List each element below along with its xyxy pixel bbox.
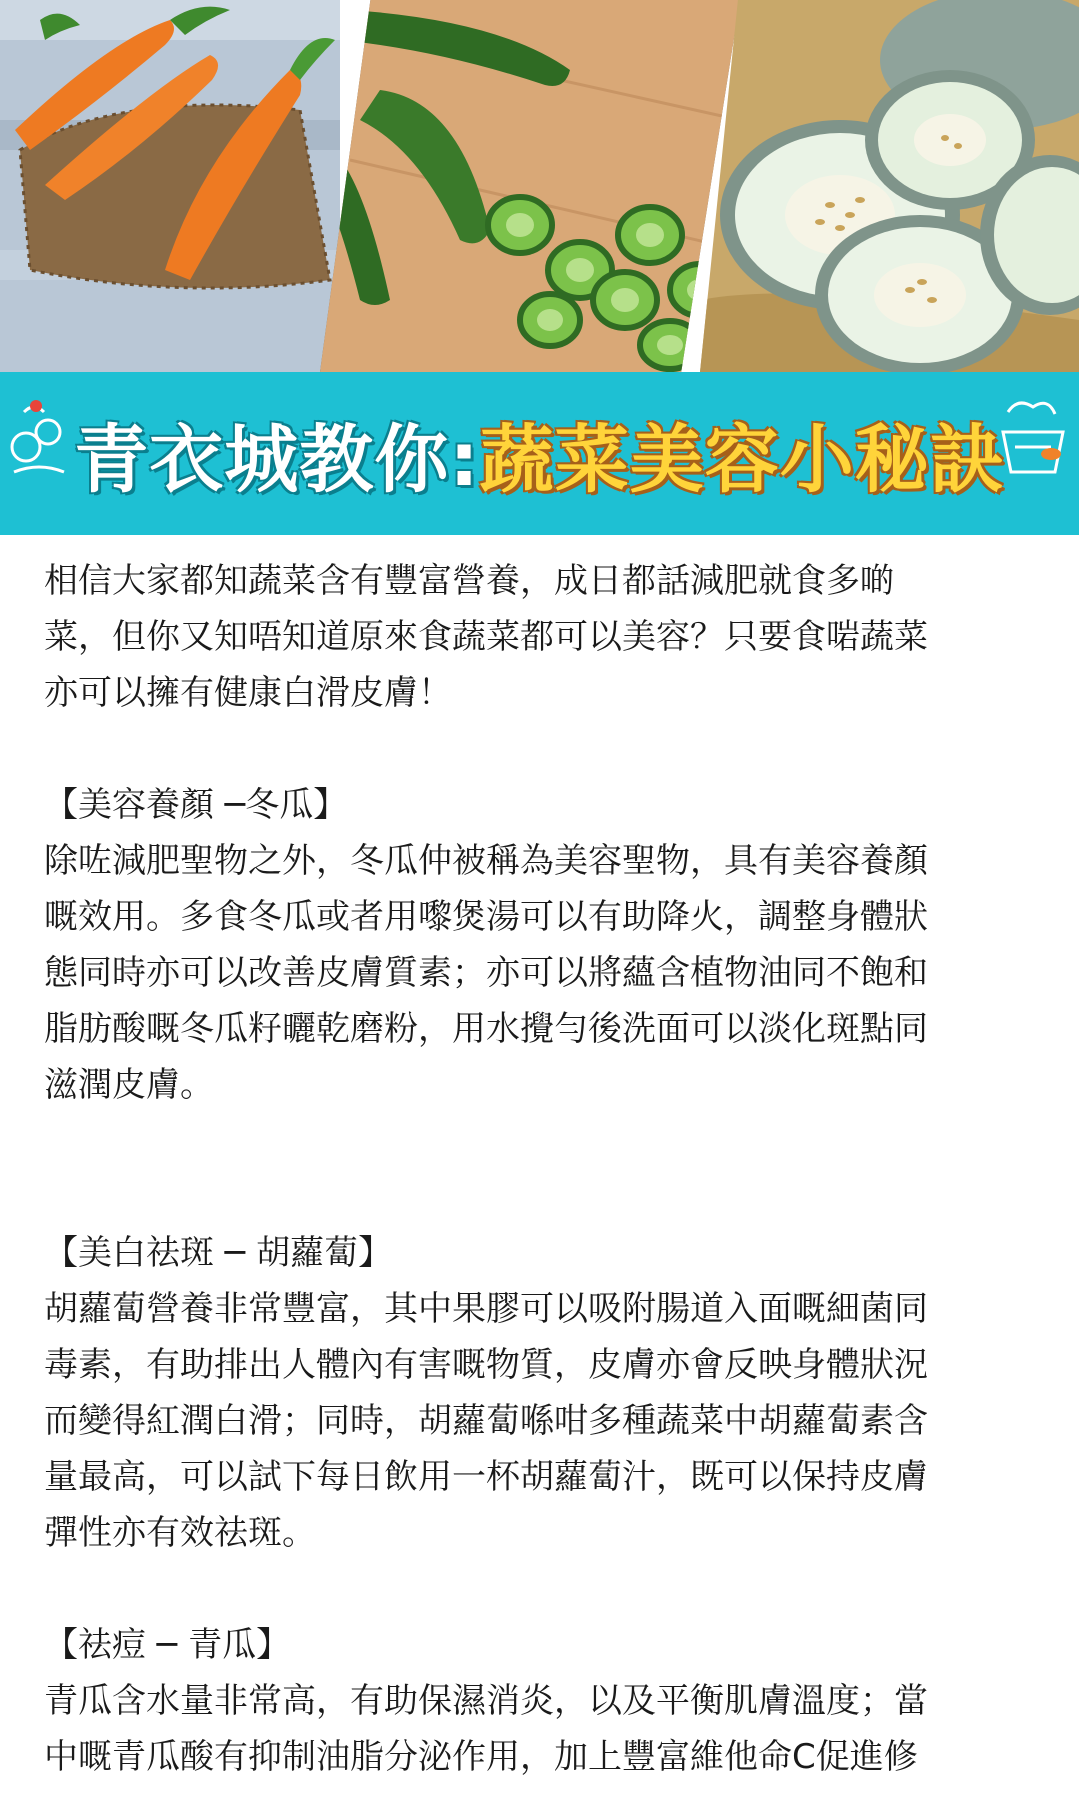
- section-body-carrot: 胡蘿蔔營養非常豐富，其中果膠可以吸附腸道入面嘅細菌同 毒素，有助排出人體內有害嘅物質，皮膚亦會反映身體狀況 而變得紅潤白滑；同時，胡蘿蔔喺咁多種蔬菜中胡蘿蔔素含 量最高，可以試下每日飲用一杯胡蘿蔔汁，既可以保持皮膚 彈性亦有效祛斑。: [44, 1289, 928, 1553]
- section-spacer: [44, 1561, 1044, 1617]
- section-spacer: [44, 1113, 1044, 1225]
- cucumber-photo: [320, 0, 740, 372]
- banner-title-part2: 蔬菜美容小秘訣: [479, 416, 1005, 503]
- section-heading-carrot: 【美白祛斑 ─ 胡蘿蔔】: [44, 1233, 393, 1273]
- article-body: [44, 553, 1044, 1785]
- banner-title: [0, 372, 1079, 535]
- vegetable-basket-icon: [993, 392, 1073, 482]
- title-banner: [0, 372, 1079, 535]
- section-heading-winter-melon: 【美容養顏 ─冬瓜】: [44, 785, 348, 825]
- intro-paragraph: 相信大家都知蔬菜含有豐富營養，成日都話減肥就食多啲 菜，但你又知唔知道原來食蔬菜都可以美容？只要食啱蔬菜 亦可以擁有健康白滑皮膚！: [44, 561, 928, 713]
- section-heading-cucumber: 【祛痘 ─ 青瓜】: [44, 1625, 291, 1665]
- section-body-cucumber: 青瓜含水量非常高，有助保濕消炎，以及平衡肌膚溫度；當 中嘅青瓜酸有抑制油脂分泌作用，加上豐富維他命C促進修: [44, 1681, 928, 1777]
- section-body-winter-melon: 除咗減肥聖物之外，冬瓜仲被稱為美容聖物，具有美容養顏 嘅效用。多食冬瓜或者用嚟煲湯可以有助降火，調整身體狀 態同時亦可以改善皮膚質素；亦可以將蘊含植物油同不飽和 脂肪酸嘅冬瓜籽曬乾磨粉，用水攪勻後洗面可以淡化斑點同 滋潤皮膚。: [44, 841, 928, 1105]
- hero-image-collage: [0, 0, 1079, 372]
- banner-title-part1: 青衣城教你:: [74, 416, 480, 503]
- carrot-photo: [0, 0, 340, 372]
- winter-melon-photo: [700, 0, 1079, 372]
